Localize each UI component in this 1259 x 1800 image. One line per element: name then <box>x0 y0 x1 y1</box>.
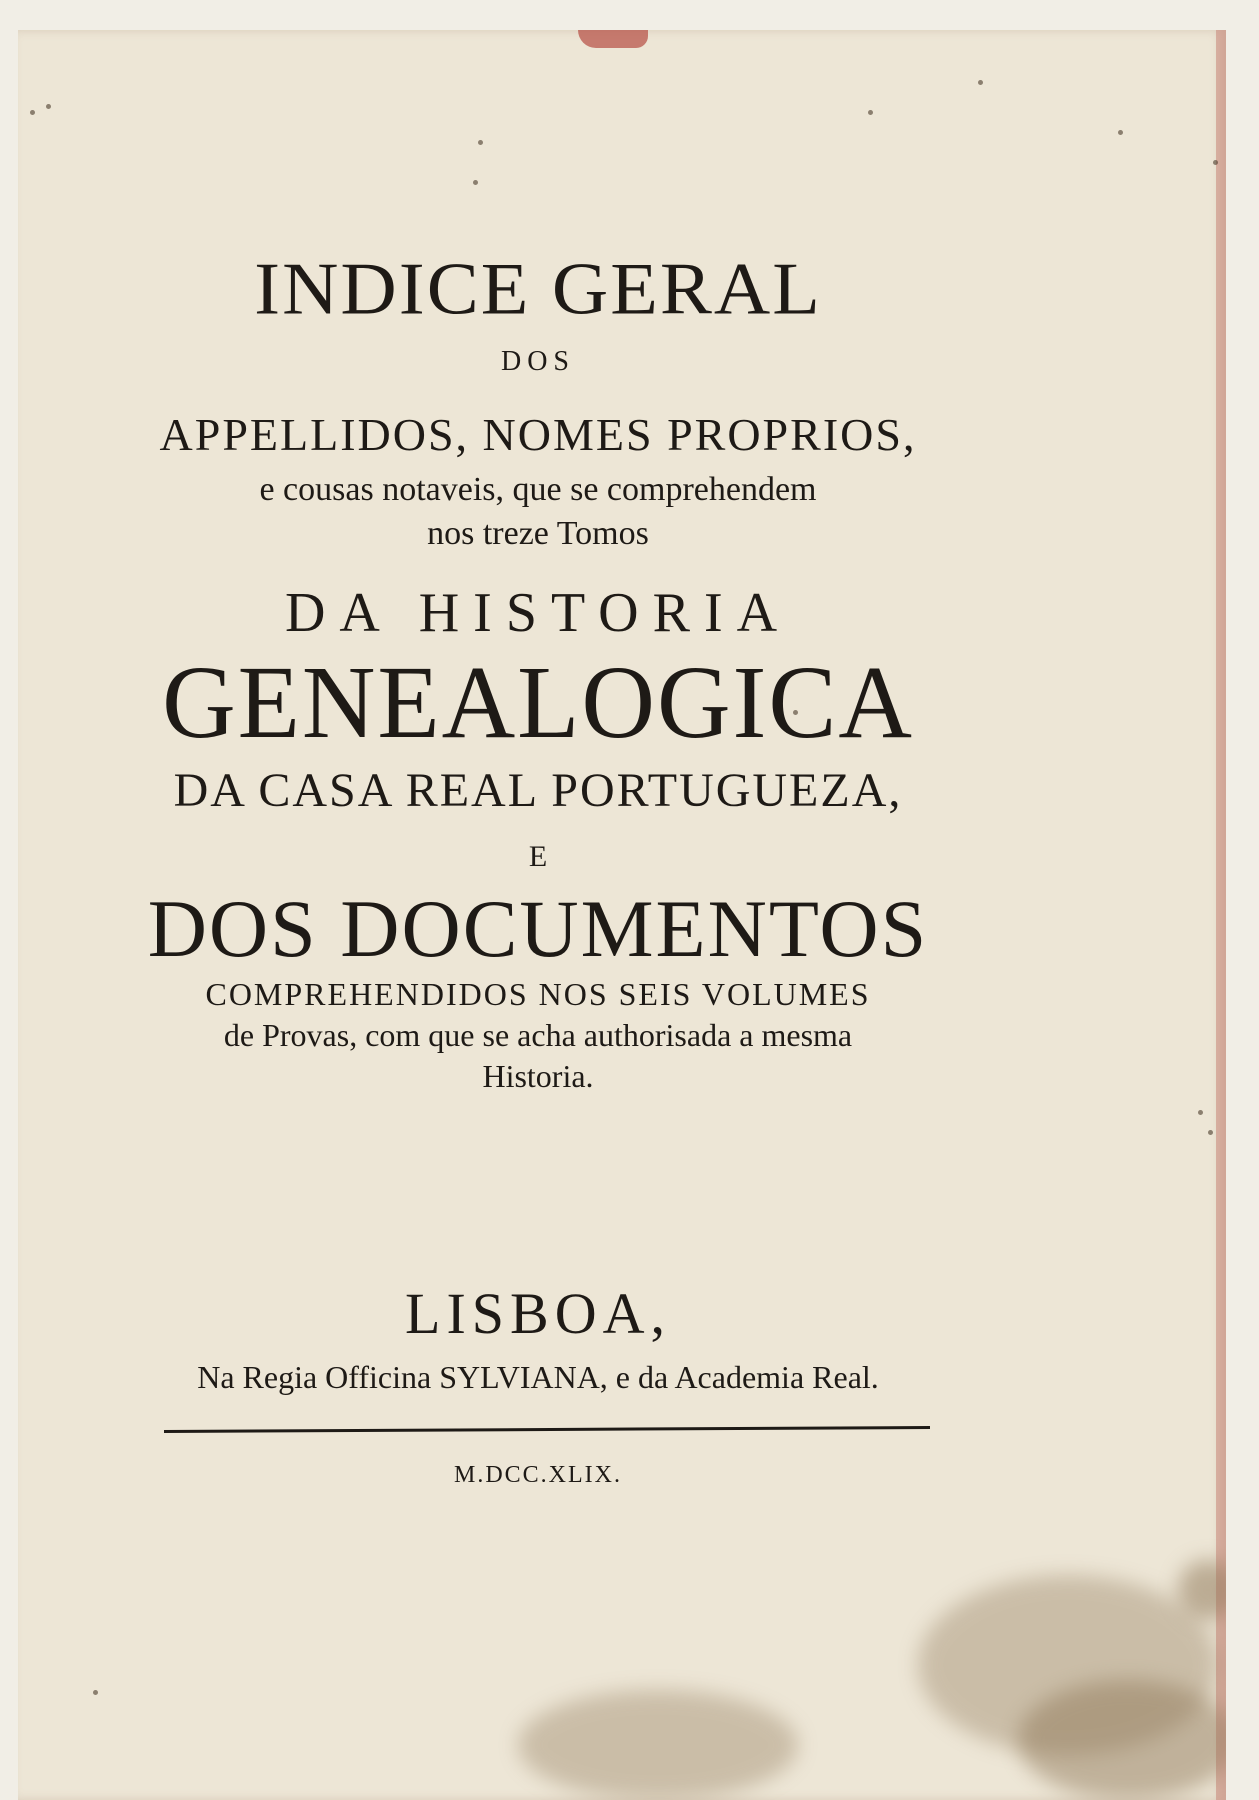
foxing-spot <box>93 1690 98 1695</box>
imprint-printer: Na Regia Officina SYLVIANA, e da Academia Real. <box>197 1359 879 1395</box>
book-page <box>18 30 1226 1800</box>
imprint-block <box>118 1280 958 1396</box>
title-da-historia: DA HISTORIA <box>284 582 792 644</box>
title-tomos: nos treze Tomos <box>427 515 649 552</box>
imprint-year: M.DCC.XLIX. <box>453 1462 622 1488</box>
foxing-spot <box>1118 130 1123 135</box>
foxing-spot <box>978 80 983 85</box>
title-main: INDICE GERAL <box>254 247 822 330</box>
divider-rule <box>164 1426 930 1433</box>
foxing-stain <box>518 1690 798 1800</box>
title-documentos: DOS DOCUMENTOS <box>147 883 929 974</box>
foxing-spot <box>868 110 873 115</box>
foxing-spot <box>1198 1110 1203 1115</box>
title-e: E <box>528 840 548 873</box>
title-casa-real: DA CASA REAL PORTUGUEZA, <box>173 764 903 817</box>
foxing-spot <box>1208 1130 1213 1135</box>
foxing-spot <box>46 104 51 109</box>
title-dos: DOS <box>500 346 575 377</box>
red-edge-top <box>578 30 648 48</box>
foxing-spot <box>478 140 483 145</box>
foxing-spot <box>1213 160 1218 165</box>
imprint-place: LISBOA, <box>405 1281 671 1346</box>
title-volumes: COMPREHENDIDOS NOS SEIS VOLUMES <box>205 976 871 1012</box>
title-appellidos: APPELLIDOS, NOMES PROPRIOS, <box>159 409 917 460</box>
title-provas: de Provas, com que se acha authorisada a mesma <box>223 1017 853 1053</box>
title-cousas: e cousas notaveis, que se comprehendem <box>259 471 817 508</box>
title-genealogica: GENEALOGICA <box>162 645 914 760</box>
foxing-stain <box>1018 1680 1226 1800</box>
title-historia: Historia. <box>482 1058 594 1094</box>
foxing-spot <box>473 180 478 185</box>
red-page-edge <box>1216 30 1226 1800</box>
title-block <box>118 247 958 1095</box>
foxing-spot <box>30 110 35 115</box>
